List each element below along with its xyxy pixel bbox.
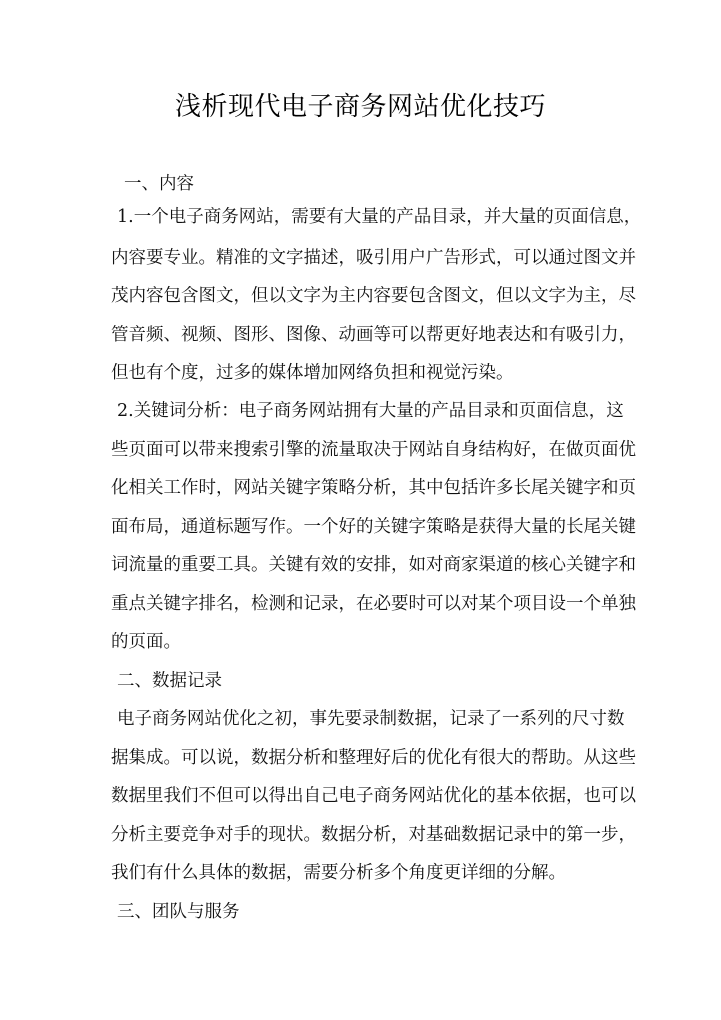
document-title: 浅析现代电子商务网站优化技巧 bbox=[174, 92, 546, 122]
section-heading: 一、内容 bbox=[124, 174, 194, 194]
paragraph-line: 但也有个度，过多的媒体增加网络负担和视觉污染。 bbox=[111, 363, 514, 383]
paragraph-line: 2.关键词分析：电子商务网站拥有大量的产品目录和页面信息，这 bbox=[117, 401, 624, 421]
section-heading: 三、团队与服务 bbox=[117, 902, 240, 922]
paragraph-line: 内容要专业。精准的文字描述，吸引用户广告形式，可以通过图文并 bbox=[111, 248, 636, 268]
paragraph-line: 重点关键字排名，检测和记录，在必要时可以对某个项目设一个单独 bbox=[111, 594, 636, 614]
paragraph-line: 我们有什么具体的数据，需要分析多个角度更详细的分解。 bbox=[111, 863, 566, 883]
paragraph-line: 数据里我们不但可以得出自己电子商务网站优化的基本依据，也可以 bbox=[111, 786, 636, 806]
paragraph-line: 分析主要竞争对手的现状。数据分析，对基础数据记录中的第一步， bbox=[111, 825, 636, 845]
paragraph-line: 据集成。可以说，数据分析和整理好后的优化有很大的帮助。从这些 bbox=[111, 748, 636, 768]
paragraph-line: 的页面。 bbox=[111, 632, 181, 652]
paragraph-line: 些页面可以带来搜索引擎的流量取决于网站自身结构好，在做页面优 bbox=[111, 440, 636, 460]
paragraph-line: 化相关工作时，网站关键字策略分析，其中包括许多长尾关键字和页 bbox=[111, 478, 636, 498]
paragraph-line: 1.一个电子商务网站，需要有大量的产品目录，并大量的页面信息， bbox=[117, 207, 642, 227]
paragraph-line: 茂内容包含图文，但以文字为主内容要包含图文，但以文字为主，尽 bbox=[111, 286, 636, 306]
paragraph-line: 管音频、视频、图形、图像、动画等可以帮更好地表达和有吸引力， bbox=[111, 325, 636, 345]
paragraph-line: 电子商务网站优化之初，事先要录制数据，记录了一系列的尺寸数 bbox=[117, 709, 625, 729]
paragraph-line: 词流量的重要工具。关键有效的安排，如对商家渠道的核心关键字和 bbox=[111, 555, 636, 575]
paragraph-line: 面布局，通道标题写作。一个好的关键字策略是获得大量的长尾关键 bbox=[111, 517, 636, 537]
section-heading: 二、数据记录 bbox=[117, 671, 222, 691]
